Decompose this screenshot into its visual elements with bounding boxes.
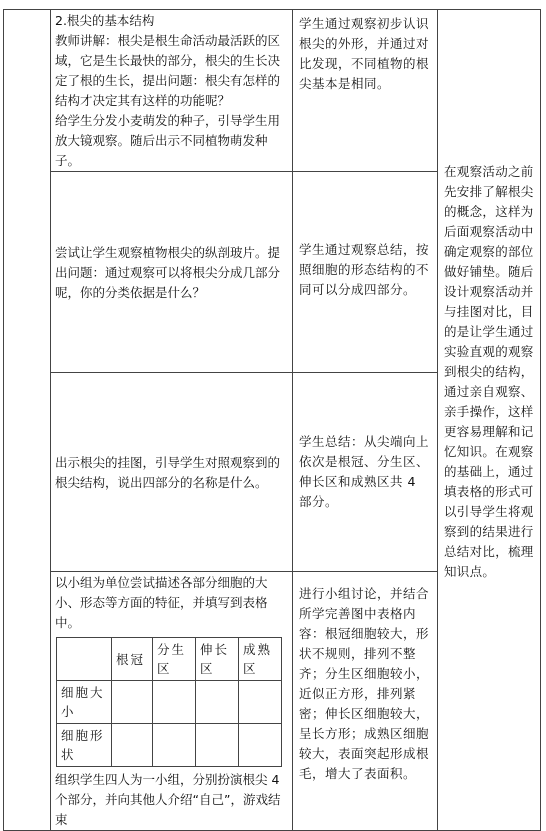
feature-table-row	[57, 724, 282, 767]
feature-table-cell[interactable]	[239, 724, 282, 767]
feature-table-cell[interactable]	[196, 681, 239, 724]
teacher-activity-text: 以小组为单位尝试描述各部分细胞的大小、形态等方面的特征，并填写到表格中。	[55, 575, 268, 630]
feature-table-cell[interactable]	[153, 681, 196, 724]
student-activity-cell-1	[293, 10, 438, 172]
feature-row-label: 细胞形状	[57, 724, 112, 767]
feature-table-cell[interactable]	[112, 724, 153, 767]
student-activity-cell-4	[293, 572, 438, 831]
student-activity-text: 学生通过观察初步认识根尖的外形，并通过对比发现，不同植物的根尖基本是相同。	[299, 16, 430, 91]
teacher-activity-cell-2	[51, 172, 293, 373]
student-activity-text: 进行小组讨论，并结合所学完善图中表格内容：根冠细胞较大，形状不规则，排列不整齐；分生区细胞较小，近似正方形，排列紧密；伸长区细胞较大，呈长方形；成熟区细胞较大，表面突起形成根毛，增大了表面积。	[299, 586, 430, 781]
teacher-activity-cell-4	[51, 572, 293, 831]
feature-table-header-row	[57, 638, 282, 681]
feature-table-cell[interactable]	[239, 681, 282, 724]
feature-table-cell[interactable]	[153, 724, 196, 767]
section-title: 2.根尖的基本结构	[55, 13, 155, 28]
teacher-activity-text: 尝试让学生观察植物根尖的纵剖玻片。提出问题：通过观察可以将根尖分成几部分呢，你的分类依据是什么？	[55, 244, 281, 300]
student-activity-cell-3	[293, 373, 438, 572]
feature-table-header: 成熟区	[239, 638, 282, 681]
design-intent-cell	[438, 10, 541, 831]
cell-feature-table	[56, 637, 282, 767]
feature-table-header: 分生区	[153, 638, 196, 681]
teacher-activity-text: 教师讲解：根尖是根生命活动最活跃的区域，它是生长最快的部分，根尖的生长决定了根的生长，提出问题：根尖有怎样的结构才决定其有这样的功能呢？	[55, 33, 281, 108]
teacher-activity-cell-3	[51, 373, 293, 572]
feature-table-header: 伸长区	[196, 638, 239, 681]
teacher-activity-text: 组织学生四人为一小组，分别扮演根尖 4 个部分，并向其他人介绍“自己”，游戏结束	[55, 772, 281, 827]
feature-table-row	[57, 681, 282, 724]
lesson-plan-table	[3, 9, 541, 831]
feature-table-header: 根冠	[112, 638, 153, 681]
stage-column-cell	[4, 10, 51, 831]
teacher-activity-text: 给学生分发小麦萌发的种子，引导学生用放大镜观察。随后出示不同植物萌发种子。	[55, 113, 281, 168]
feature-table-cell[interactable]	[196, 724, 239, 767]
design-intent-text: 在观察活动之前先安排了解根尖的概念，这样为后面观察活动中确定观察的部位做好铺垫。随后设计观察活动并与挂图对比，目的是让学生通过实验直观的观察到根尖的结构，通过亲自观察、亲手操作，这样更容易理解和记忆知识。在观察的基础上，通过填表格的形式可以引导学生将观察到的结果进行总结对比，梳理知识点。	[444, 164, 534, 579]
row-root-tip-structure	[4, 10, 541, 172]
student-activity-text: 学生通过观察总结，按照细胞的形态结构的不同可以分成四部分。	[299, 242, 430, 297]
teacher-activity-cell-1	[51, 10, 293, 172]
feature-table-header	[57, 638, 112, 681]
student-activity-text: 学生总结：从尖端向上依次是根冠、分生区、伸长区和成熟区共 4 部分。	[299, 434, 430, 509]
feature-row-label: 细胞大小	[57, 681, 112, 724]
student-activity-cell-2	[293, 172, 438, 373]
teacher-activity-text: 出示根尖的挂图，引导学生对照观察到的根尖结构，说出四部分的名称是什么。	[55, 454, 281, 490]
feature-table-cell[interactable]	[112, 681, 153, 724]
